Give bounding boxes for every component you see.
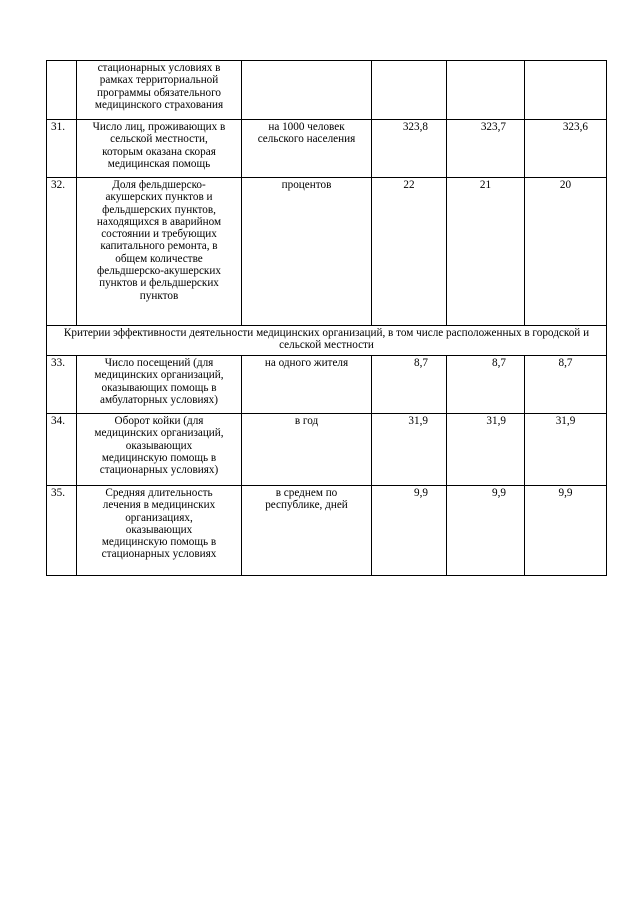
value-year2-cell: 21 [447, 178, 525, 326]
unit-cell: на 1000 человек сельского населения [242, 120, 372, 178]
value-year3-cell: 8,7 [525, 356, 607, 414]
value-year3-cell: 323,6 [525, 120, 607, 178]
criteria-table [46, 60, 607, 576]
value-year2-cell: 8,7 [447, 356, 525, 414]
table-row [47, 120, 607, 178]
value-year3-cell: 31,9 [525, 414, 607, 486]
row-number-cell [47, 61, 77, 120]
unit-cell: на одного жителя [242, 356, 372, 414]
value-year1-cell: 31,9 [372, 414, 447, 486]
document-page [46, 60, 606, 576]
unit-cell: процентов [242, 178, 372, 326]
unit-cell: в год [242, 414, 372, 486]
unit-cell [242, 61, 372, 120]
value-year1-cell: 323,8 [372, 120, 447, 178]
criterion-name-cell: Средняя длительность лечения в медицинских организациях, оказывающих медицинскую помощь в стационарных условиях [77, 486, 242, 576]
table-row [47, 178, 607, 326]
row-number-cell: 35. [47, 486, 77, 576]
value-year1-cell: 9,9 [372, 486, 447, 576]
value-year1-cell: 22 [372, 178, 447, 326]
criterion-name-cell: Оборот койки (для медицинских организаций, оказывающих медицинскую помощь в стационарных условиях) [77, 414, 242, 486]
value-year3-cell: 9,9 [525, 486, 607, 576]
value-year2-cell [447, 61, 525, 120]
value-year3-cell: 20 [525, 178, 607, 326]
value-year2-cell: 323,7 [447, 120, 525, 178]
unit-cell: в среднем по республике, дней [242, 486, 372, 576]
row-number-cell: 34. [47, 414, 77, 486]
section-header-row [47, 326, 607, 356]
row-number-cell: 31. [47, 120, 77, 178]
table-row [47, 486, 607, 576]
value-year2-cell: 9,9 [447, 486, 525, 576]
criterion-name-cell: Число посещений (для медицинских организаций, оказывающих помощь в амбулаторных условиях) [77, 356, 242, 414]
row-number-cell: 33. [47, 356, 77, 414]
criterion-name-cell: Доля фельдшерско- акушерских пунктов и фельдшерских пунктов, находящихся в аварийном состоянии и требующих капитального ремонта, в общем количестве фельдшерско-акушерских пунктов и фельдшерских пунктов [77, 178, 242, 326]
row-number-cell: 32. [47, 178, 77, 326]
value-year2-cell: 31,9 [447, 414, 525, 486]
table-row [47, 356, 607, 414]
criterion-name-cell: стационарных условиях в рамках территориальной программы обязательного медицинского страхования [77, 61, 242, 120]
table-row-continuation [47, 61, 607, 120]
criterion-name-cell: Число лиц, проживающих в сельской местности, которым оказана скорая медицинская помощь [77, 120, 242, 178]
value-year1-cell: 8,7 [372, 356, 447, 414]
value-year3-cell [525, 61, 607, 120]
value-year1-cell [372, 61, 447, 120]
section-header: Критерии эффективности деятельности медицинских организаций, в том числе расположенных в городской и сельской местности [47, 326, 607, 356]
table-row [47, 414, 607, 486]
